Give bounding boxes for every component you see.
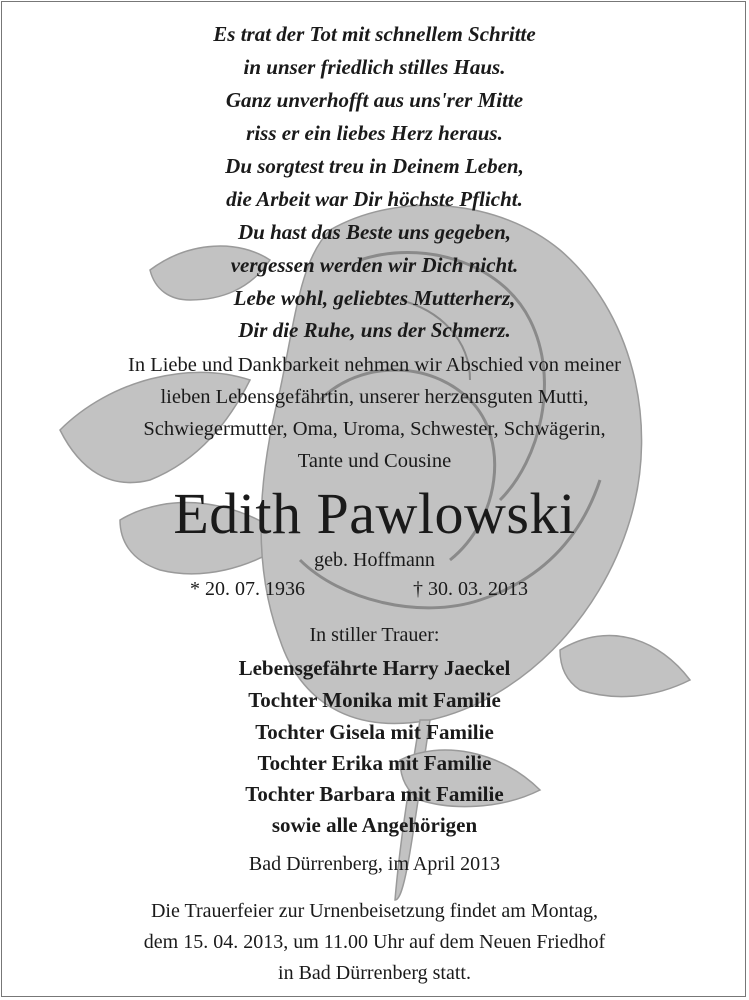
poem-line: in unser friedlich stilles Haus. [243,55,506,79]
funeral-line: dem 15. 04. 2013, um 11.00 Uhr auf dem Neuen Friedhof [143,931,606,953]
mourner-name: Lebensgefährte Harry Jaeckel [238,656,511,680]
intro-line: Schwiegermutter, Oma, Uroma, Schwester, Schwägerin, [143,418,606,440]
poem-line: vergessen werden wir Dich nicht. [230,253,519,277]
mourner-name: sowie alle Angehörigen [271,813,478,837]
poem-line: Lebe wohl, geliebtes Mutterherz, [233,286,516,310]
mourners-heading: In stiller Trauer: [309,624,440,646]
intro-line: In Liebe und Dankbarkeit nehmen wir Abschied von meiner [128,354,621,376]
poem-line: Du hast das Beste uns gegeben, [237,220,512,244]
deceased-name: Edith Pawlowski [173,481,576,546]
poem-line: Du sorgtest treu in Deinem Leben, [225,154,524,178]
poem-line: Dir die Ruhe, uns der Schmerz. [238,318,511,342]
intro-line: Tante und Cousine [297,450,452,472]
place-date: Bad Dürrenberg, im April 2013 [248,853,501,875]
mourner-name: Tochter Gisela mit Familie [255,720,494,744]
mourner-name: Tochter Monika mit Familie [248,688,501,712]
funeral-line: in Bad Dürrenberg statt. [278,962,471,984]
intro-line: lieben Lebensgefährtin, unserer herzensguten Mutti, [160,386,589,408]
poem-line: riss er ein liebes Herz heraus. [246,121,503,145]
poem-line: Ganz unverhofft aus uns'rer Mitte [225,88,524,112]
poem-line: Es trat der Tot mit schnellem Schritte [213,22,536,46]
mourner-name: Tochter Erika mit Familie [257,751,492,775]
death-date: † 30. 03. 2013 [413,578,528,600]
mourner-name: Tochter Barbara mit Familie [245,782,504,806]
funeral-line: Die Trauerfeier zur Urnenbeisetzung findet am Montag, [150,900,599,922]
birth-name: geb. Hoffmann [314,549,435,571]
birth-date: * 20. 07. 1936 [190,578,305,600]
poem-line: die Arbeit war Dir höchste Pflicht. [226,187,523,211]
